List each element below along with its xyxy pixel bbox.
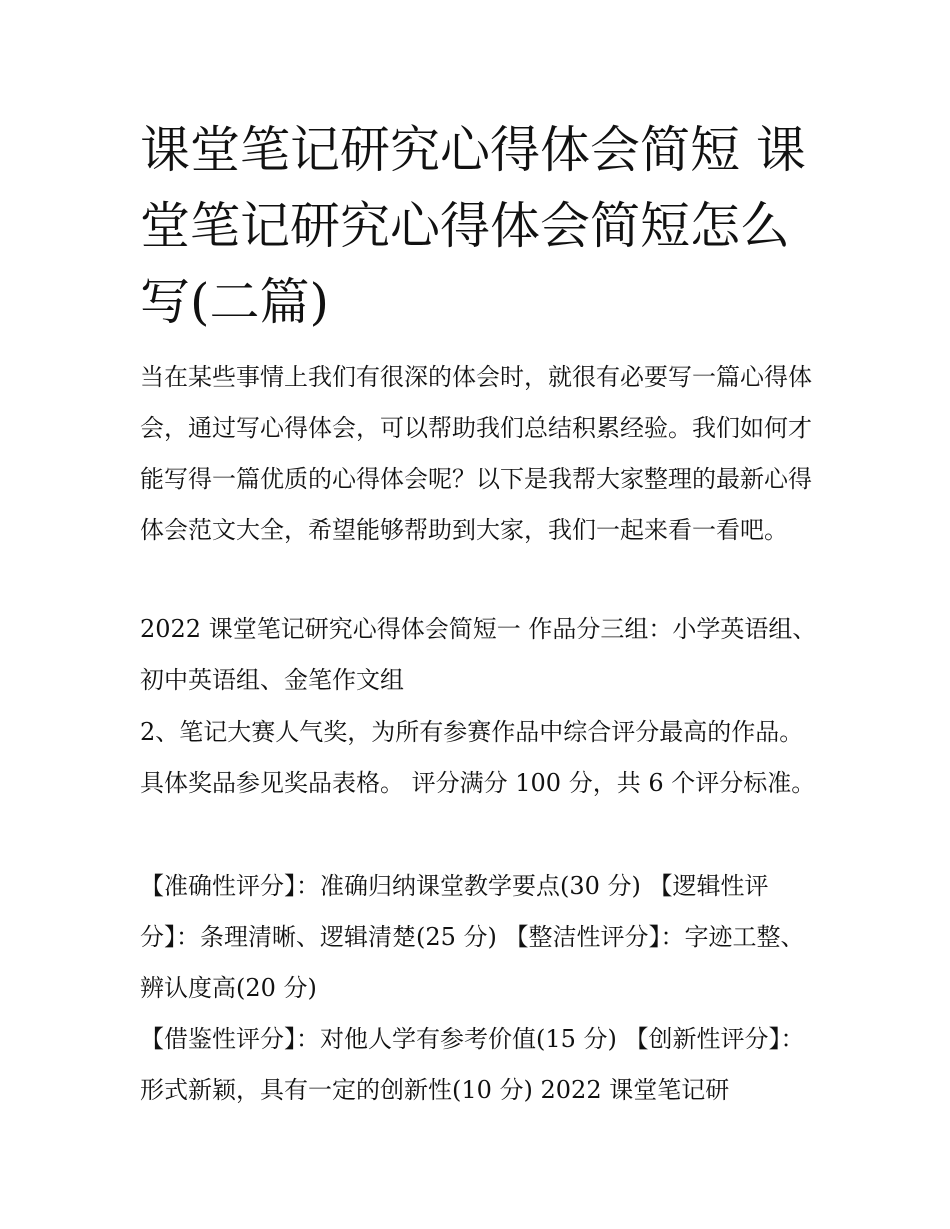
- competition-groups-paragraph: 2022 课堂笔记研究心得体会简短一 作品分三组：小学英语组、初中英语组、金笔作文组: [140, 615, 817, 694]
- scoring-criteria-paragraph-1: 【准确性评分】：准确归纳课堂教学要点(30 分) 【逻辑性评分】：条理清晰、逻辑清楚(25 分) 【整洁性评分】：字迹工整、辨认度高(20 分): [140, 872, 805, 1002]
- popularity-award-paragraph: 2、笔记大赛人气奖，为所有参赛作品中综合评分最高的作品。具体奖品参见奖品表格。 评分满分 100 分，共 6 个评分标准。: [140, 718, 816, 797]
- intro-paragraph: 当在某些事情上我们有很深的体会时，就很有必要写一篇心得体会，通过写心得体会，可以帮助我们总结积累经验。我们如何才能写得一篇优质的心得体会呢？以下是我帮大家整理的最新心得体会范文大全，希望能够帮助到大家，我们一起来看一看吧。: [140, 363, 812, 544]
- document-title: 课堂笔记研究心得体会简短 课堂笔记研究心得体会简短怎么写(二篇): [140, 121, 806, 331]
- scoring-criteria-paragraph-2: 【借鉴性评分】：对他人学有参考价值(15 分) 【创新性评分】：形式新颖，具有一定的创新性(10 分) 2022 课堂笔记研: [140, 1025, 805, 1104]
